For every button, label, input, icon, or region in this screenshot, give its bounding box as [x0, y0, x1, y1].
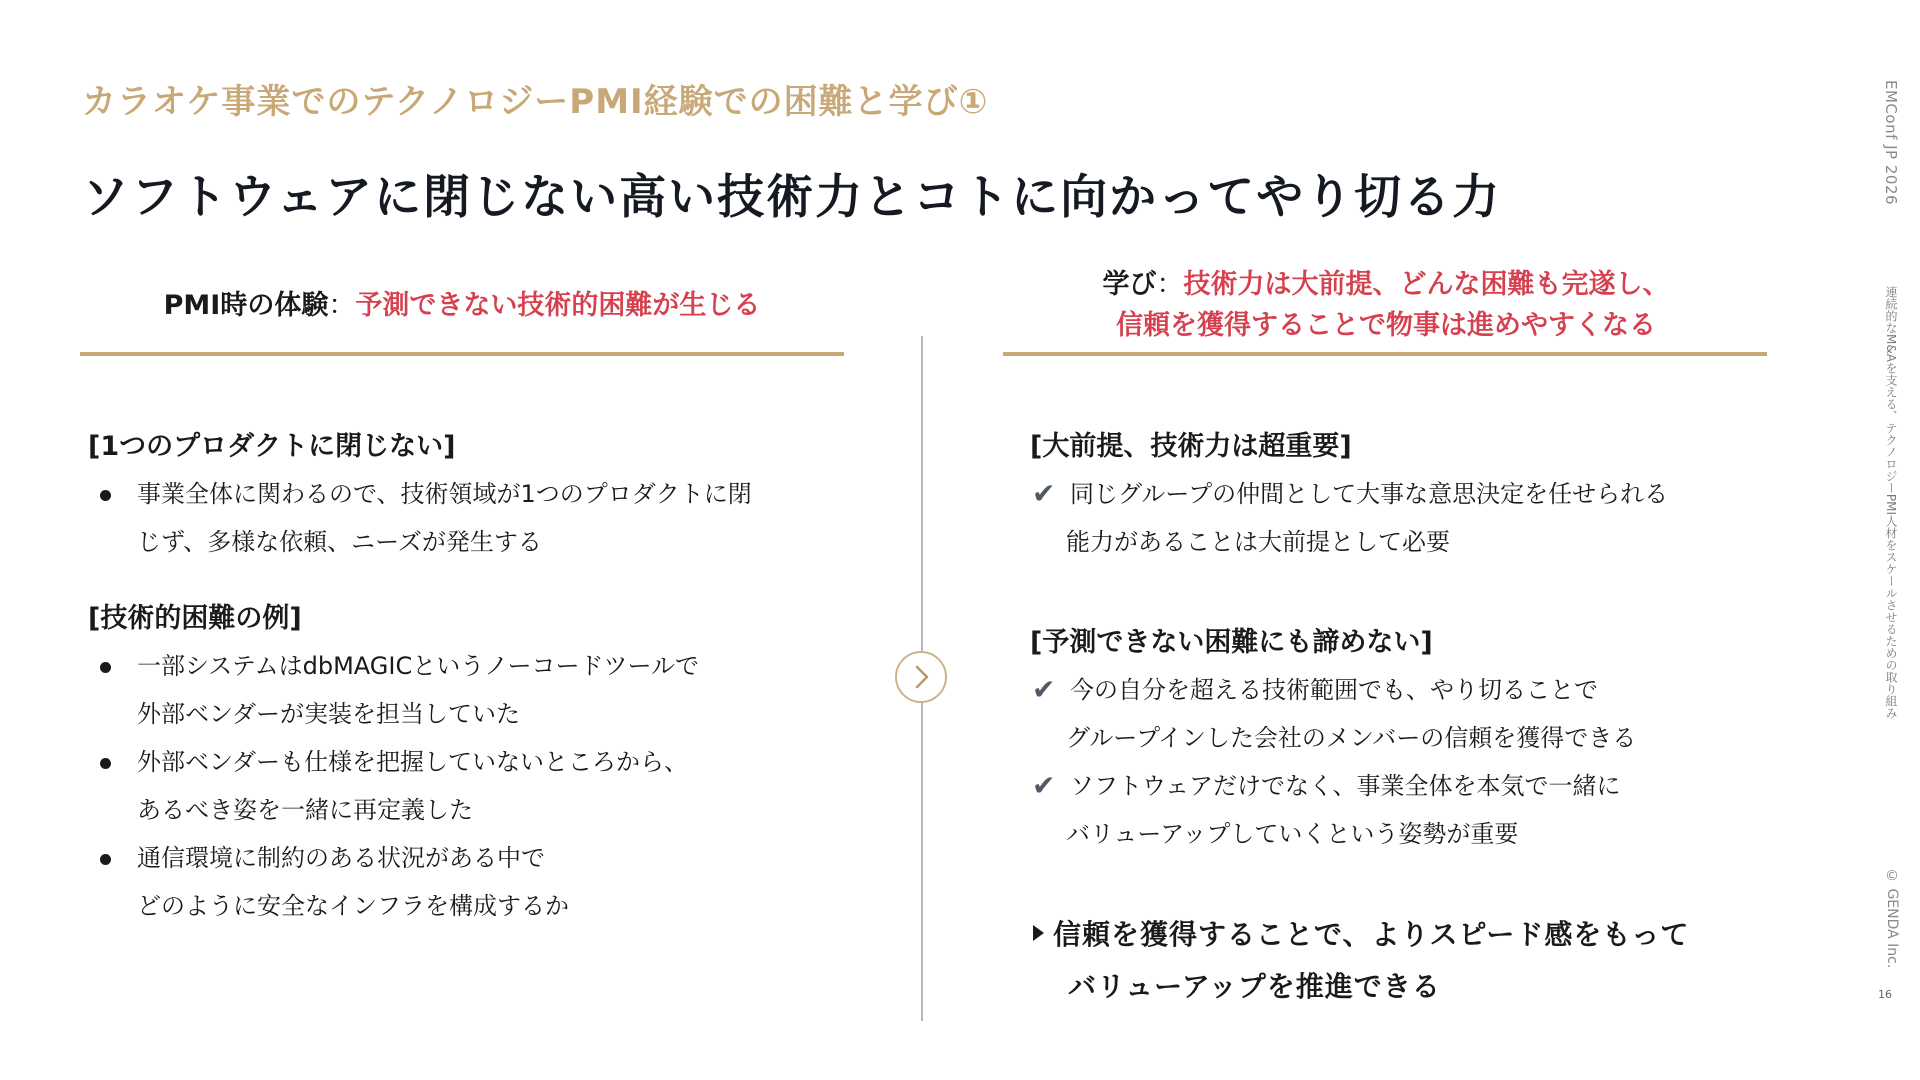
- chevron-right-icon: [895, 651, 947, 703]
- checkmark-icon: ✔: [1032, 769, 1056, 802]
- left-column-header: [82, 285, 842, 326]
- right-header-line-2: [1005, 305, 1767, 346]
- conference-label: EMConf JP 2026: [1882, 80, 1900, 206]
- conclusion-line-2: バリューアップを推進できる: [1068, 970, 1441, 1003]
- left-section-title-1: [1つのプロダクトに閉じない]: [88, 431, 456, 462]
- slide-kicker: カラオケ事業でのテクノロジーPMI経験での困難と学び①: [82, 82, 989, 122]
- left-item-2-line-2: 外部ベンダーが実装を担当していた: [137, 700, 521, 728]
- right-header-separator: ：: [1156, 269, 1184, 300]
- right-header-accent-2: 信頼を獲得することで物事は進めやすくなる: [1116, 310, 1656, 341]
- talk-subtitle: 連続的なM&Aを支える、テクノロジーPMI人材をスケールさせるための取り組み: [1884, 286, 1898, 720]
- left-item-2-line-1: 一部システムはdbMAGICというノーコードツールで: [137, 652, 700, 680]
- page-number: 16: [1878, 988, 1892, 1001]
- right-header-rule: [1003, 352, 1767, 356]
- bullet-marker: [100, 758, 111, 769]
- right-item-2-line-1: 今の自分を超える技術範囲でも、やり切ることで: [1070, 676, 1598, 704]
- left-section-title-2: [技術的困難の例]: [88, 603, 302, 634]
- right-header-label: 学び: [1102, 269, 1157, 300]
- bullet-marker: [100, 662, 111, 673]
- right-section-title-2: [予測できない困難にも諦めない]: [1030, 627, 1433, 658]
- right-item-2-line-2: グループインした会社のメンバーの信頼を獲得できる: [1066, 724, 1637, 752]
- right-item-3-line-2: バリューアップしていくという姿勢が重要: [1066, 820, 1519, 848]
- bullet-marker: [100, 490, 111, 501]
- conclusion-line-1: 信頼を獲得することで、よりスピード感をもって: [1053, 918, 1690, 951]
- left-item-3-line-1: 外部ベンダーも仕様を把握していないところから、: [137, 748, 689, 776]
- left-item-1-line-2: じず、多様な依頼、ニーズが発生する: [137, 528, 542, 556]
- bullet-marker: [100, 854, 111, 865]
- right-column-header: [1005, 264, 1767, 346]
- right-header-line-1: [1005, 264, 1767, 305]
- left-header-separator: ：: [328, 290, 356, 321]
- checkmark-icon: ✔: [1032, 477, 1056, 510]
- left-item-3-line-2: あるべき姿を一緒に再定義した: [137, 796, 473, 824]
- left-header-accent: 予測できない技術的困難が生じる: [355, 290, 761, 321]
- copyright-label: © GENDA Inc.: [1884, 868, 1900, 969]
- right-item-1-line-2: 能力があることは大前提として必要: [1066, 528, 1450, 556]
- left-item-4-line-1: 通信環境に制約のある状況がある中で: [137, 844, 545, 872]
- checkmark-icon: ✔: [1032, 673, 1056, 706]
- left-header-rule: [80, 352, 844, 356]
- left-item-1-line-1: 事業全体に関わるので、技術領域が1つのプロダクトに閉: [137, 480, 752, 508]
- right-header-accent-1: 技術力は大前提、どんな困難も完遂し、: [1183, 269, 1670, 300]
- right-item-3-line-1: ソフトウェアだけでなく、事業全体を本気で一緒に: [1070, 772, 1621, 800]
- left-item-4-line-2: どのように安全なインフラを構成するか: [137, 892, 569, 920]
- left-header-label: PMI時の体験: [163, 290, 329, 321]
- triangle-right-icon: [1033, 925, 1044, 941]
- right-section-title-1: [大前提、技術力は超重要]: [1030, 431, 1352, 462]
- right-item-1-line-1: 同じグループの仲間として大事な意思決定を任せられる: [1070, 480, 1669, 508]
- slide-headline: ソフトウェアに閉じない高い技術力とコトに向かってやり切る力: [82, 170, 1502, 225]
